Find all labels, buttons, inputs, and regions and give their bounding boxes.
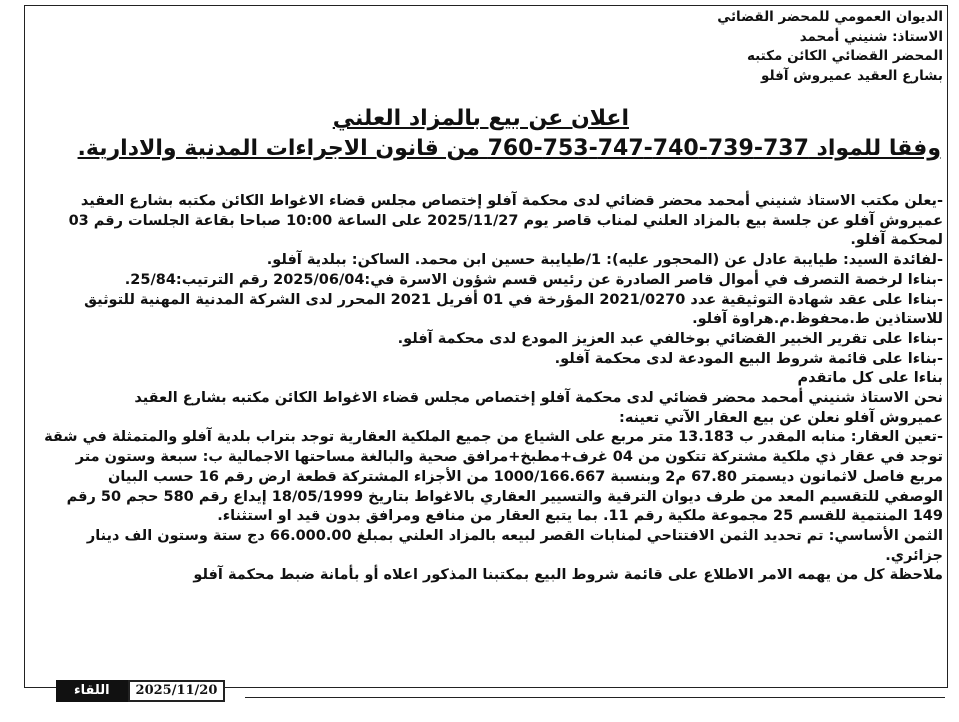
footer-rule [245,697,945,698]
body-line: -تعين العقار: منابه المقدر ب 13.183 متر مربع على الشياع من جميع الملكية العقارية توجد بتراب بلدية آفلو والمتمثلة في شقة [44,429,943,446]
body-line: نحن الاستاذ شنيني أمحمد محضر قضائي لدى محكمة آفلو إختصاص مجلس قضاء الاغواط الكائن مكتبه بشارع العقيد [134,390,943,407]
body-line: عميروش آفلو عن جلسة بيع بالمزاد العلني لمناب قاصر يوم 2025/11/27 على الساعة 10:00 صباحا بقاعة الجلسات رقم 03 [68,212,943,229]
publication-date: 2025/11/20 [128,680,226,702]
footer-label: اللقاء [56,680,128,702]
body-line: جزائري. [885,547,943,564]
body-line: للاستاذين ط.محفوظ.م.هراوة آفلو. [692,311,943,328]
body-line: بناءا على كل ماتقدم [797,370,943,387]
header-name: الاستاذ: شنيني أمحمد [799,28,943,45]
body-line: توجد في عقار ذي ملكية مشتركة تتكون من 04 غرف+مطبخ+مرافق صحية والبالغة مساحتها الاجمالية ب: سبعة وستون متر [75,449,943,466]
issuer-header [623,8,943,86]
body-line: لمحكمة آفلو. [850,232,943,249]
footer-bar [56,680,225,702]
body-line: -بناءا على عقد شهادة التوثيقية عدد 2021/0270 المؤرخة في 01 أفريل 2021 المحرر لدى الشركة المدنية المهنية للتوثيق [84,291,943,308]
body-line: -بناءا لرخصة التصرف في أموال قاصر الصادرة عن رئيس قسم شؤون الاسرة في:2025/06/04 رقم الترتيب:25/84. [124,271,943,288]
body-line: -بناءا على تقرير الخبير القضائي بوخالفي عبد العزيز المودع لدى محكمة آفلو. [397,330,943,347]
announcement-body [14,192,943,586]
body-line: الثمن الأساسي: تم تحديد الثمن الافتتاحي لمنابات القصر لبيعه بالمزاد العلني بمبلغ 66.000.00 دج ستة وستون الف دينار [86,527,943,544]
header-role: المحضر القضائي الكائن مكتبه [746,48,943,64]
body-line: -بناءا على قائمة شروط البيع المودعة لدى محكمة آفلو. [554,350,943,367]
body-line: 149 المنتمية للقسم 25 مجموعة ملكية رقم 11. بما يتبع العقار من منافع ومرافق بدون قيد او استثناء. [217,508,943,525]
body-line: -لفائدة السيد: طيايبة عادل عن (المحجور عليه): 1/طيايبة حسين ابن محمد. الساكن: ببلدية آفلو. [266,252,943,269]
body-line: الوصفي للتقسيم المعد من طرف ديوان الترقية والتسيير العقاري بالاغواط بتاريخ 18/05/1999 إيداع رقم 580 حجم 50 رقم [66,488,943,505]
body-line: -يعلن مكتب الاستاذ شنيني أمحمد محضر قضائي لدى محكمة آفلو إختصاص مجلس قضاء الاغواط الكائن مكتبه بشارع العقيد [80,193,943,209]
header-office: الديوان العمومي للمحضر القضائي [717,9,943,25]
body-line: مربع فاصل لاثمانون ديسمتر 67.80 م2 وبنسبة 1000/166.667 من الأجزاء المشتركة قطعة ارض رقم 16 حسب البيان [108,468,943,485]
header-address: بشارع العقيد عميروش آفلو [761,67,943,84]
body-line: عميروش آفلو نعلن عن بيع العقار الآتي تعينه: [619,409,943,426]
body-line: ملاحظة كل من يهمه الامر الاطلاع على قائمة شروط البيع بمكتبنا المذكور اعلاه أو بأمانة ضبط محكمة آفلو [193,567,943,584]
legal-reference-title: وفقا للمواد 737-739-740-747-753-760 من قانون الاجراءات المدنية والادارية. [77,136,941,161]
announcement-title: اعلان عن بيع بالمزاد العلني [332,106,629,131]
